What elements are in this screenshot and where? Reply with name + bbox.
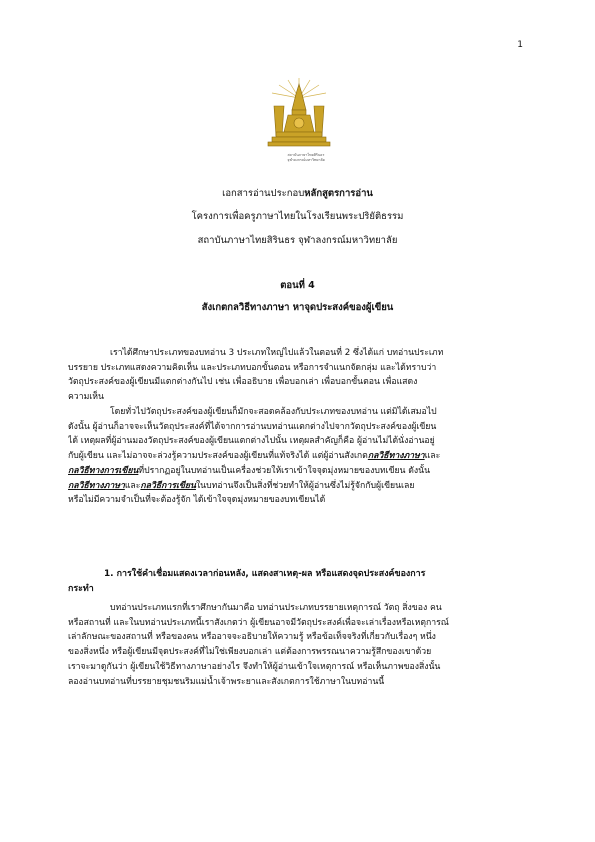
doc-title-line1: เอกสารอ่านประกอบหลักสูตรการอ่าน <box>222 188 373 199</box>
paragraph-line: กลวิธีทางการเขียนที่ปรากฏอยู่ในบทอ่านเป็นเครื่องช่วยให้เราเข้าใจจุดมุ่งหมายของบทเขียน ดังนั้น <box>68 465 431 476</box>
paragraph-line: เราจะมาดูกันว่า ผู้เขียนใช้วิธีทางภาษาอย่างไร จึงทำให้ผู้อ่านเข้าใจเหตุการณ์ หรือเห็นภาพของสิ่งนั้น <box>68 661 441 672</box>
paragraph-line: บทอ่านประเภทแรกที่เราศึกษากันมาคือ บทอ่านประเภทบรรยายเหตุการณ์ วัตถุ สิ่งของ คน <box>110 603 442 613</box>
paragraph-3 <box>68 601 524 689</box>
paragraph-line: ลองอ่านบทอ่านที่บรรยายชุมชนริมแม่น้ำเจ้าพระยาและสังเกตการใช้ภาษาในบทอ่านนี้ <box>68 676 385 687</box>
paragraph-line: โดยทั่วไปวัตถุประสงค์ของผู้เขียนก็มักจะสอดคล้องกับประเภทของบทอ่าน แต่มิได้เสมอไป <box>110 407 437 417</box>
paragraph-line: หรือไม่มีความจำเป็นที่จะต้องรู้จัก ได้เข้าใจจุดมุ่งหมายของบทเขียนได้ <box>68 495 326 506</box>
section-title: สังเกตกลวิธีทางภาษา หาจุดประสงค์ของผู้เขียน <box>201 302 394 313</box>
subsection-heading-1: 1. การใช้คำเชื่อมแสดงเวลาก่อนหลัง, แสดงสาเหตุ-ผล หรือแสดงจุดประสงค์ของการ กระทำ <box>68 569 426 594</box>
paragraph-line: เราได้ศึกษาประเภทของบทอ่าน 3 ประเภทใหญ่ไปแล้วในตอนที่ 2 ซึ่งได้แก่ บทอ่านประเภท <box>110 348 444 358</box>
term-language-technique: กลวิธีทางภาษา <box>68 480 125 491</box>
paragraph-line: บรรยาย ประเภทแสดงความคิดเห็น และประเภทบอกขั้นตอน หรือการจำแนกจัดกลุ่ม และได้ทราบว่า <box>68 362 437 373</box>
term-language-technique: กลวิธีทางภาษา <box>367 451 425 462</box>
paragraph-2 <box>68 405 524 508</box>
doc-title-line3: สถาบันภาษาไทยสิรินธร จุฬาลงกรณ์มหาวิทยาลัย <box>197 235 398 246</box>
logo-caption <box>268 153 344 163</box>
paragraph-line: เล่าลักษณะของสถานที่ หรือของคน หรืออาจจะอธิบายให้ความรู้ หรือข้อเท็จจริงที่เกี่ยวกับเรื่องๆ หนึ่ง <box>68 632 436 643</box>
page-number: 1 <box>517 40 523 50</box>
paragraph-line: กับผู้เขียน และไม่อาจจะล่วงรู้ความประสงค์ของผู้เขียนที่แท้จริงได้ แต่ผู้อ่านสังเกตกลวิธีทางภาษาและ <box>68 451 441 462</box>
paragraph-line: ของสิ่งหนึ่ง หรือผู้เขียนมีจุดประสงค์ที่ไม่ใช่เพียงบอกเล่า แต่ต้องการพรรณนาความรู้สึกของเขาด้วย <box>68 647 432 658</box>
paragraph-line: หรือสถานที่ และในบทอ่านประเภทนี้เราสังเกตว่า ผู้เขียนอาจมีวัตถุประสงค์เพื่อจะเล่าเรื่องหรือเหตุการณ์ <box>68 617 449 628</box>
course-name: หลักสูตรการอ่าน <box>304 188 373 199</box>
paragraph-line: ความเห็น <box>68 392 104 403</box>
paragraph-line: วัตถุประสงค์ของผู้เขียนมีแตกต่างกันไป เช่น เพื่ออธิบาย เพื่อบอกเล่า เพื่อบอกขั้นตอน เพื่อแสดง <box>68 377 418 388</box>
section-number: ตอนที่ 4 <box>280 280 315 291</box>
chulalongkorn-emblem-icon <box>258 76 340 162</box>
paragraph-line: กลวิธีทางภาษาและกลวิธีการเขียนในบทอ่านจึงเป็นสิ่งที่ช่วยทำให้ผู้อ่านซึ่งไม่รู้จักกับผู้เขียนเลย <box>68 480 415 491</box>
paragraph-line: ได้ เหตุผลที่ผู้อ่านมองวัตถุประสงค์ของผู้เขียนแตกต่างไปนั้น เหตุผลสำคัญก็คือ ผู้อ่านไม่ได้นั่งอ่านอยู่ <box>68 436 435 447</box>
paragraph-1 <box>68 346 524 405</box>
logo-institute-name: สถาบันภาษาไทยสิรินธร <box>287 153 325 157</box>
doc-title-line2: โครงการเพื่อครูภาษาไทยในโรงเรียนพระปริยัติธรรม <box>191 211 404 222</box>
paragraph-line: ดังนั้น ผู้อ่านก็อาจจะเห็นวัตถุประสงค์ที่ได้จากการอ่านบทอ่านแตกต่างไปจากวัตถุประสงค์ของผู้เขียน <box>68 421 437 432</box>
term-writing-method: กลวิธีการเขียน <box>140 480 196 491</box>
term-writing-technique: กลวิธีทางการเขียน <box>68 465 139 476</box>
logo-university-name: จุฬาลงกรณ์มหาวิทยาลัย <box>287 158 325 162</box>
